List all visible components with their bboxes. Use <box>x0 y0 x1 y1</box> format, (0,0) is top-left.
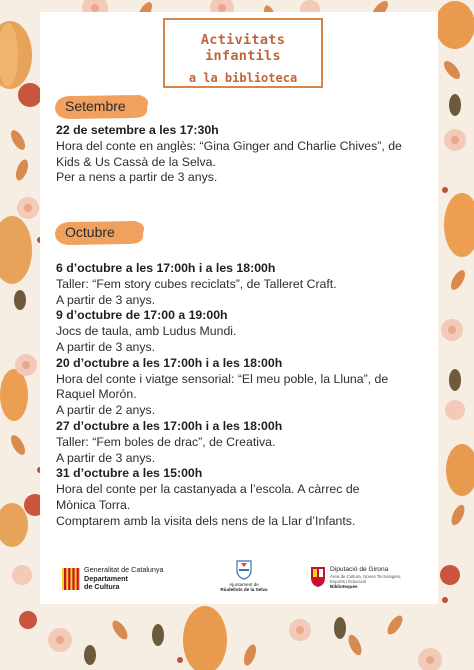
event-heading: 31 d’octubre a les 15:00h <box>56 466 203 481</box>
ajuntament-name: Ajuntament de <box>229 582 259 587</box>
department-area: de Cultura <box>84 582 120 591</box>
event-text: A partir de 3 anys. <box>56 292 156 307</box>
page-title: Activitats infantils <box>200 32 286 64</box>
event-text: Mònica Torra. <box>56 497 131 512</box>
event-text: Taller: “Fem boles de drac”, de Creativa. <box>56 434 276 449</box>
title-box <box>163 18 323 88</box>
girona-crest-icon <box>310 566 326 588</box>
event-text: A partir de 3 anys. <box>56 450 156 465</box>
event-text: A partir de 3 anys. <box>56 339 156 354</box>
event-text: Jocs de taula, amb Ludus Mundi. <box>56 324 237 339</box>
event-text: Comptarem amb la visita dels nens de la Llar d’Infants. <box>56 513 356 528</box>
event-heading: 20 d’octubre a les 17:00h i a les 18:00h <box>56 355 283 370</box>
town-name: Riudellots de la Selva <box>220 587 268 593</box>
event-text: Hora del conte per la castanyada a l’escola. A càrrec de <box>56 482 360 497</box>
generalitat-name: Generalitat de Catalunya <box>84 565 164 574</box>
event-text: Per a nens a partir de 3 anys. <box>56 170 218 185</box>
event-list-setembre <box>56 123 402 186</box>
sponsor-logos <box>56 560 436 600</box>
event-heading: 9 d’octubre de 17:00 a 19:00h <box>56 308 228 323</box>
diputacio-unit: Biblioteques <box>330 584 358 590</box>
event-text: Taller: “Fem story cubes reciclats”, de Talleret Craft. <box>56 276 337 291</box>
diputacio-area: Àrea de Cultura, Noves Tecnologies, <box>330 574 402 579</box>
event-text: Hora del conte en anglès: “Gina Ginger and Charlie Chives”, de <box>56 138 402 153</box>
catalan-flag-icon <box>62 568 80 590</box>
diputacio-name: Diputació de Girona <box>330 566 389 573</box>
event-text: Kids & Us Cassà de la Selva. <box>56 154 216 169</box>
event-text: Hora del conte i viatge sensorial: “El meu poble, la Lluna”, de <box>56 371 389 386</box>
event-text: Raquel Morón. <box>56 387 137 402</box>
department-name: Departament <box>84 573 128 583</box>
town-shield-icon <box>236 560 252 580</box>
page-subtitle: a la biblioteca <box>188 71 298 85</box>
event-heading: 22 de setembre a les 17:30h <box>56 123 219 137</box>
event-heading: 6 d’octubre a les 17:00h i a les 18:00h <box>56 261 276 275</box>
event-heading: 27 d’octubre a les 17:00h i a les 18:00h <box>56 418 283 433</box>
diputacio-area-2: Esports i Educació <box>330 579 367 585</box>
month-label: Octubre <box>65 224 115 240</box>
month-label: Setembre <box>65 98 126 114</box>
event-list-octubre <box>56 261 396 530</box>
event-text: A partir de 2 anys. <box>56 403 156 418</box>
